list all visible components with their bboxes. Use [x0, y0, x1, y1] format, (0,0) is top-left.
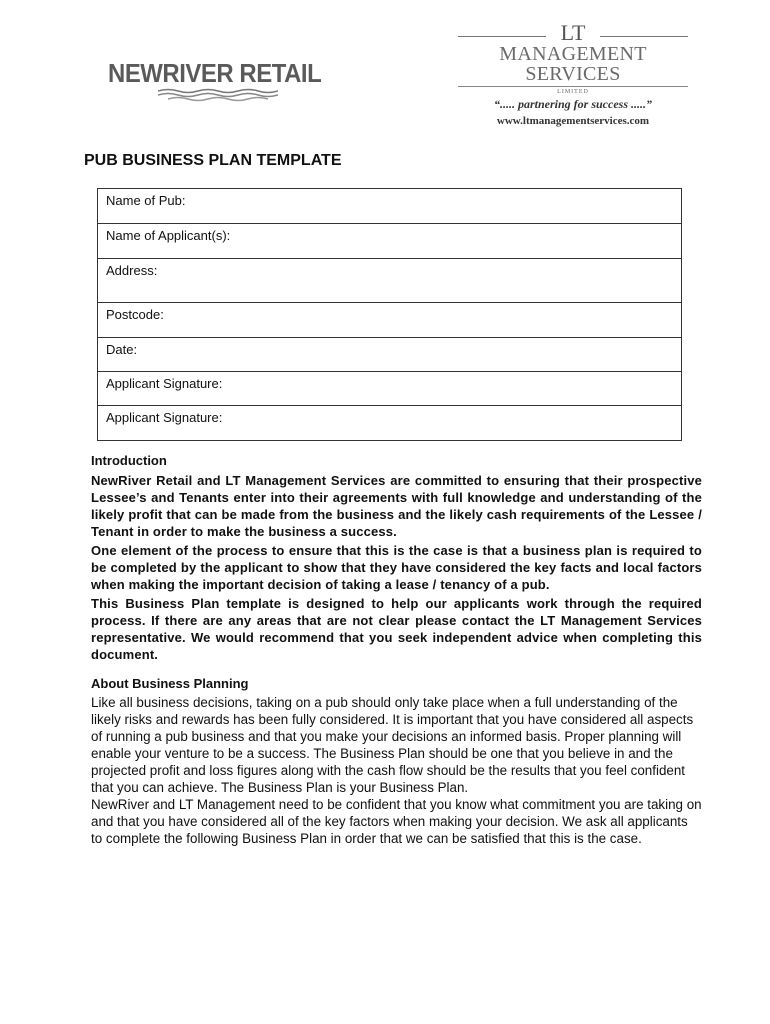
field-label: Name of Applicant(s): [106, 228, 231, 243]
applicant-signature-field[interactable] [98, 372, 681, 406]
lt-limited: LIMITED [557, 89, 589, 95]
field-label: Name of Pub: [106, 193, 186, 208]
name-of-pub-field[interactable] [98, 189, 681, 224]
lt-management-logo [458, 20, 688, 127]
address-field[interactable] [98, 259, 681, 303]
introduction-paragraph: This Business Plan template is designed to help our applicants work through the required process. If there are any areas that are not clear please contact the LT Management Services representative. We would recommend that you seek independent advice when completing this document. [91, 596, 702, 662]
newriver-retail-wordmark: NEWRIVER RETAIL [108, 58, 322, 88]
field-label: Postcode: [106, 307, 164, 322]
field-label: Applicant Signature: [106, 410, 223, 425]
introduction-paragraph: NewRiver Retail and LT Management Services are committed to ensuring that their prospective Lessee’s and Tenants enter into their agreements with full knowledge and understanding of the likely profit that can be made from the business and the likely cash requirements of the Lessee / Tenant in order to make the business a success. [91, 473, 702, 539]
introduction-paragraph: One element of the process to ensure that this is the case is that a business plan is required to be completed by the applicant to show that they have considered the key facts and local factors when making the important decision of taking a lease / tenancy of a pub. [91, 543, 702, 592]
about-business-planning-heading: About Business Planning [91, 676, 249, 691]
wave-icon [158, 88, 278, 102]
lt-management-name: MANAGEMENT SERVICES [458, 44, 688, 87]
field-label: Date: [106, 342, 138, 357]
applicant-details-form [97, 188, 682, 441]
applicant-signature-field[interactable] [98, 406, 681, 440]
document-body [91, 452, 702, 847]
postcode-field[interactable] [98, 303, 681, 338]
newriver-retail-logo [108, 58, 322, 108]
field-label: Address: [106, 263, 158, 278]
lt-mark: LT [560, 20, 586, 45]
date-field[interactable] [98, 338, 681, 372]
introduction-heading: Introduction [91, 453, 167, 468]
about-paragraph: NewRiver and LT Management need to be confident that you know what commitment you are taking on and that you have considered all of the key factors when making your decision. We ask all applicants to complete the following Business Plan in order that we can be satisfied that this is the case. [91, 797, 702, 846]
field-label: Applicant Signature: [106, 376, 223, 391]
lt-website: www.ltmanagementservices.com [496, 115, 650, 127]
page-title: PUB BUSINESS PLAN TEMPLATE [84, 152, 342, 169]
applicant-names-field[interactable] [98, 224, 681, 259]
lt-tagline: “..... partnering for success .....” [493, 97, 652, 111]
about-paragraph: Like all business decisions, taking on a pub should only take place when a full understanding of the likely risks and rewards has been fully considered. It is important that you have considered all aspects of running a pub business and that you make your decisions an informed basis. Proper planning will enable your venture to be a success. The Business Plan should be one that you believe in and the projected profit and loss figures along with the cash flow should be the results that you feel confident that you can achieve. The Business Plan is your Business Plan. [91, 695, 694, 795]
